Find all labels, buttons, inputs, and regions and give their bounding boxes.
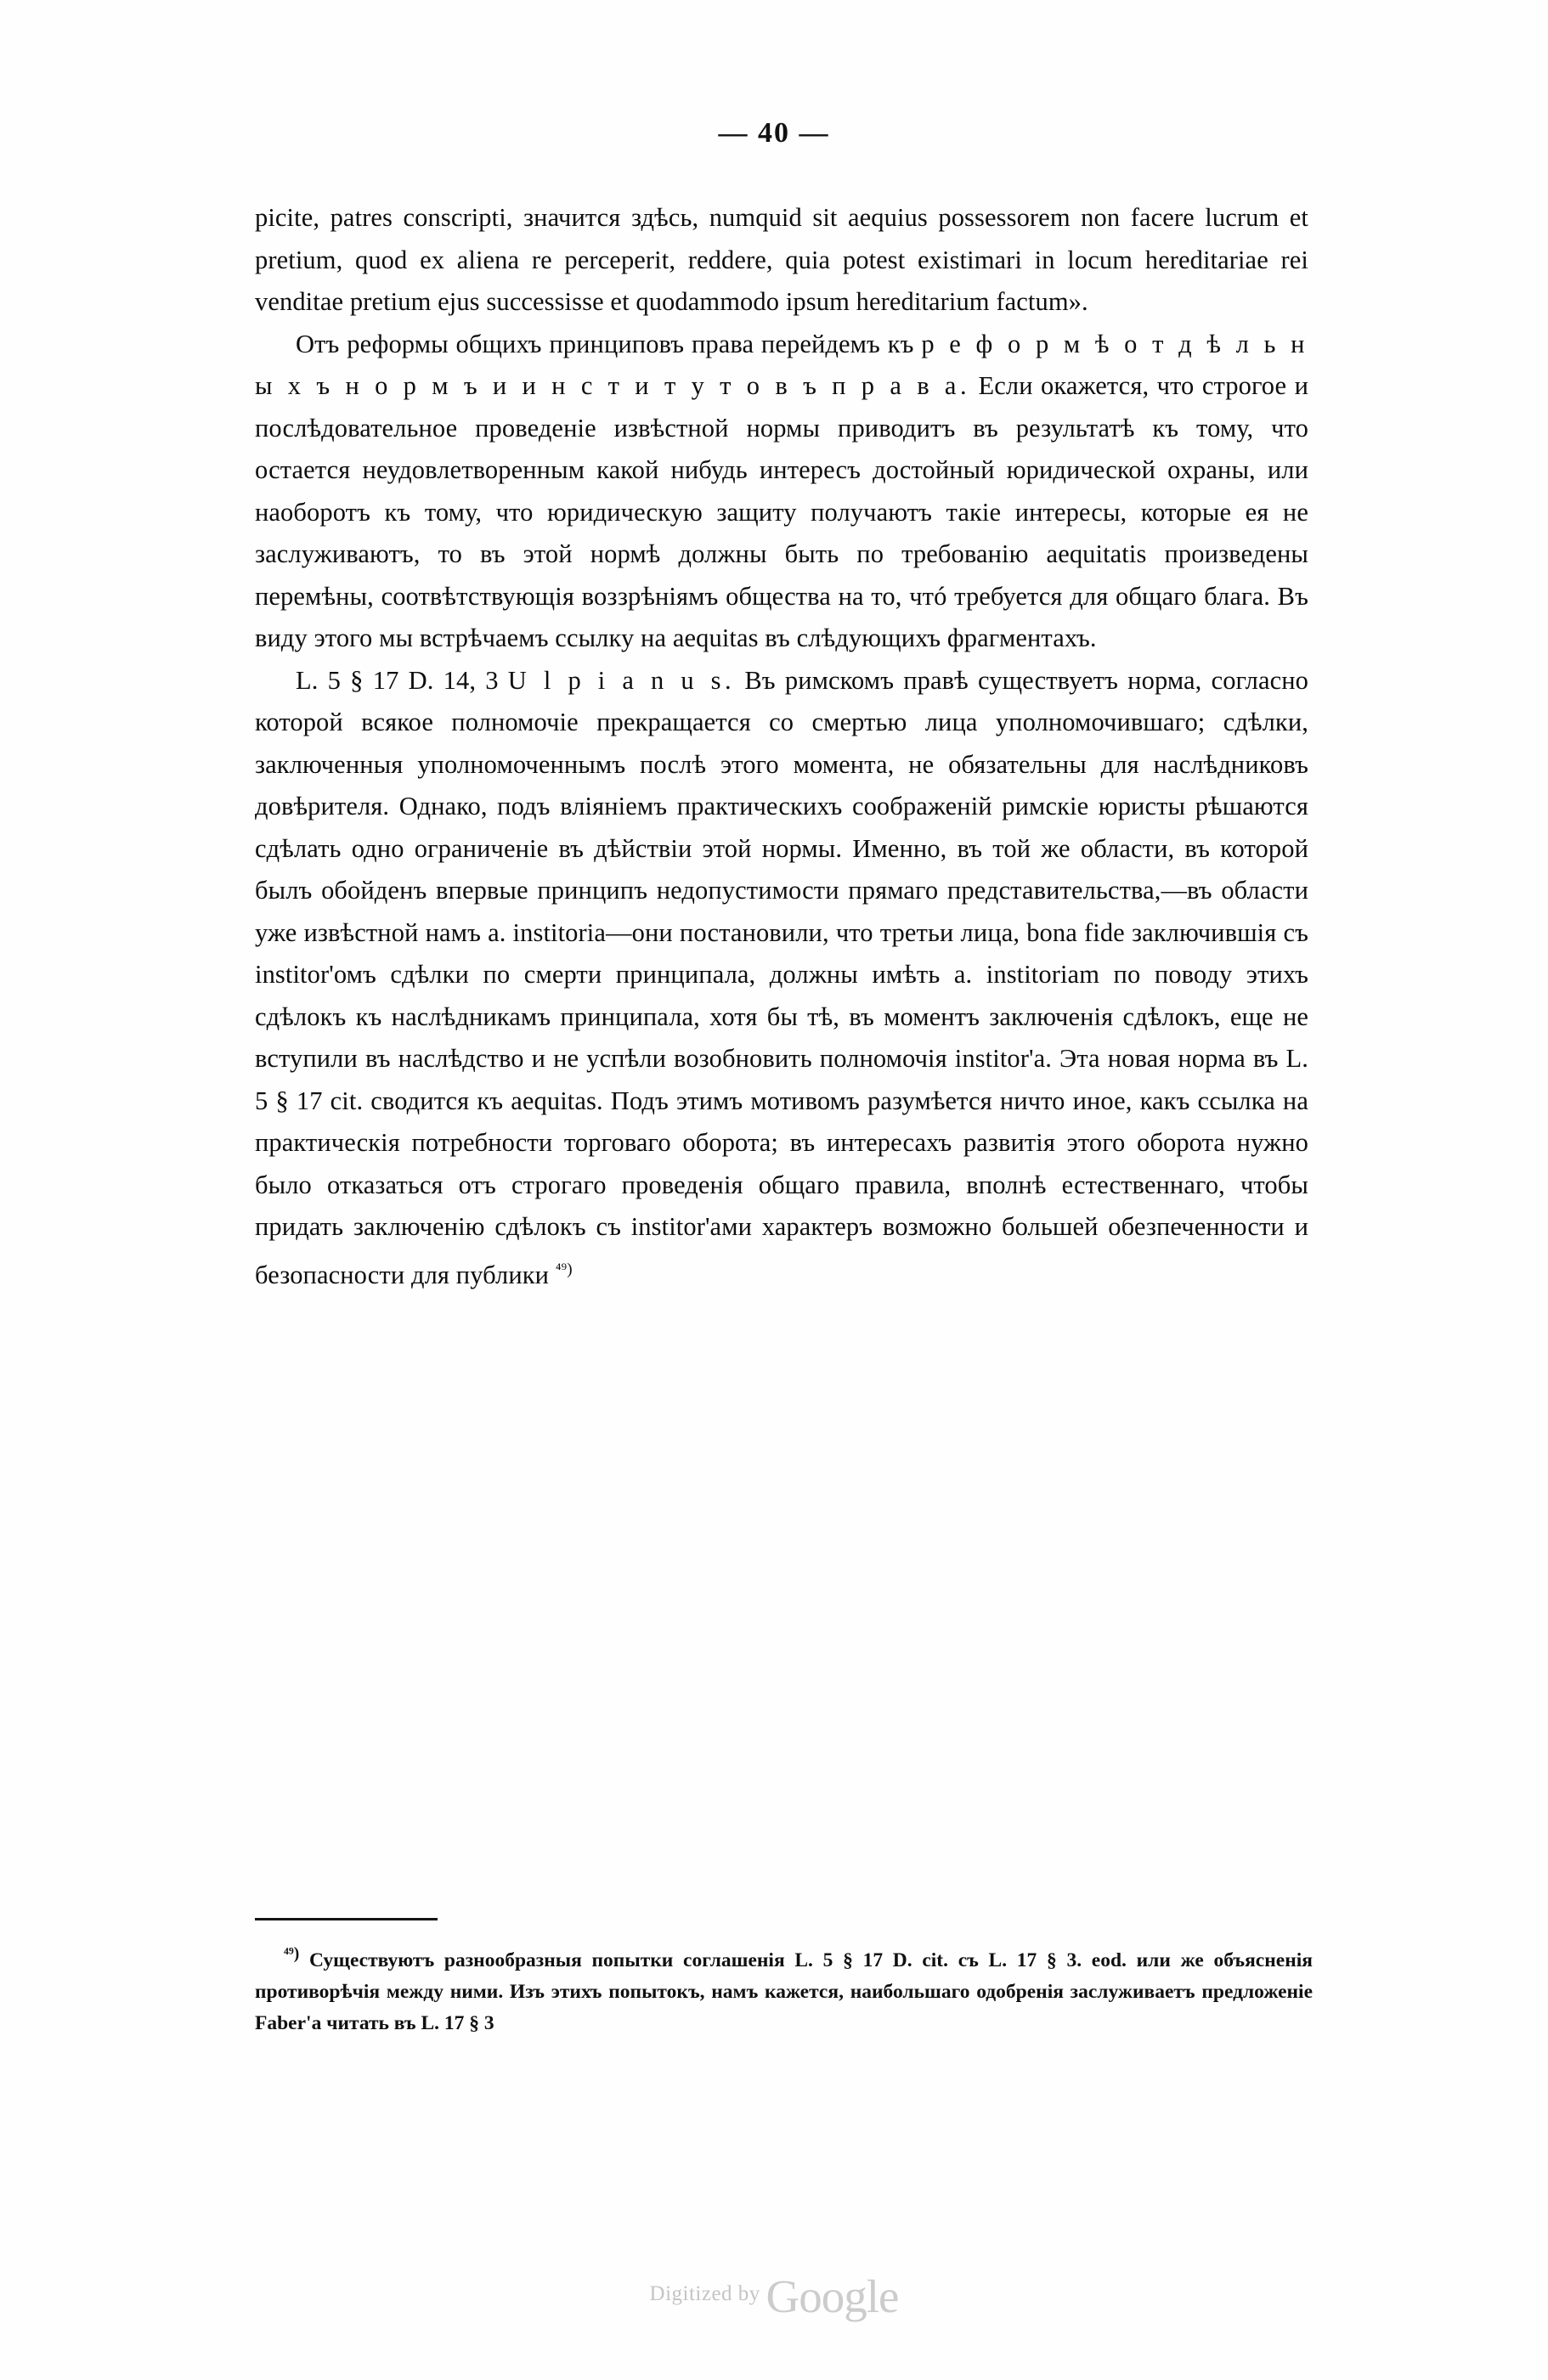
paragraph-reform xyxy=(255,324,1308,660)
paragraph-ulpianus-emphasis: U l p i a n u s. xyxy=(507,665,736,695)
watermark-inner xyxy=(650,2270,899,2323)
footnote-block xyxy=(255,1938,1313,2039)
page-number: — 40 — xyxy=(718,117,830,149)
paragraph-reform-emphasis: р е ф о р м ѣ о т д ѣ л ь н ы х ъ н о р м ъ и и н с т и т у т о в ъ п р а в а. xyxy=(255,329,1308,400)
paragraph-reform-lead: Отъ реформы общихъ принциповъ права перейдемъ къ xyxy=(296,329,922,358)
paragraph-ulpianus-rest: Въ римскомъ правѣ существуетъ норма, согласно которой всякое полномочіе прекращается со смертью лица уполномочившаго; сдѣлки, заключенныя уполномоченнымъ послѣ этого момента, не обязательны для наслѣдниковъ довѣрителя. Однако, подъ вліяніемъ практическихъ соображеній римскіе юристы рѣшаются сдѣлать одно ограниченіе въ дѣйствіи этой нормы. Именно, въ той же области, въ которой былъ обойденъ впервые принципъ недопустимости прямаго представительства,—въ области уже извѣстной намъ a. institoria—они постановили, что третьи лица, bona fide заключившія съ institor'омъ сдѣлки по смерти принципала, должны имѣть a. institoriam по поводу этихъ сдѣлокъ къ наслѣдникамъ принципала, хотя бы тѣ, въ моментъ заключенія сдѣлокъ, еще не вступили въ наслѣдство и не успѣли возобновить полномочія institor'a. Эта новая норма въ L. 5 § 17 cit. сводится къ aequitas. Подъ этимъ мотивомъ разумѣется ничто иное, какъ ссылка на практическія потребности торговаго оборота; въ интересахъ развитія этого оборота нужно было отказаться отъ строгаго проведенія общаго правила, вполнѣ естественнаго, чтобы придать заключенію сдѣлокъ съ institor'ами характеръ возможно большей обезпеченности и безопасности для публики xyxy=(255,665,1308,1289)
footnote-marker: ⁴⁹) xyxy=(284,1945,300,1963)
footnote-text: Существуютъ разнообразныя попытки соглашенія L. 5 § 17 D. cit. съ L. 17 § 3. eod. или же объясненія противорѣчія между ними. Изъ этихъ попытокъ, намъ кажется, наибольшаго одобренія заслуживаетъ предложеніе Faber'а читать въ L. 17 § 3 xyxy=(255,1949,1313,2034)
paragraph-latin-quote xyxy=(255,197,1308,324)
paragraph-ulpianus xyxy=(255,660,1308,1297)
paragraph-reform-rest: Если окажется, что строгое и послѣдовательное проведеніе извѣстной нормы приводитъ въ результатѣ къ тому, что остается неудовлетворенным какой нибудь интересъ достойный юридической охраны, или наоборотъ къ тому, что юридическую защиту получаютъ такіе интересы, которые ея не заслуживаютъ, то въ этой нормѣ должны быть по требованію aequitatis произведены перемѣны, соотвѣтствующія воззрѣніямъ общества на то, чтó требуется для общаго блага. Въ виду этого мы встрѣчаемъ ссылку на aequitas въ слѣдующихъ фрагментахъ. xyxy=(255,371,1309,652)
paragraph-latin-quote-text: picite, patres conscripti, значится здѣсь, numquid sit aequius possessorem non facere lucrum et pretium, quod ex aliena re perceperit, reddere, quia potest existimari in locum hereditariae rei venditae pretium ejus successisse et quodammodo ipsum hereditarium factum». xyxy=(255,203,1308,316)
page-body xyxy=(255,197,1308,1296)
watermark-prefix: Digitized by xyxy=(649,2282,766,2305)
footnote-divider xyxy=(255,1918,438,1920)
paragraph-ulpianus-lead: L. 5 § 17 D. 14, 3 xyxy=(296,665,508,695)
digitization-watermark xyxy=(0,2270,1548,2323)
watermark-logo: Google xyxy=(766,2270,899,2322)
footnote-reference-49: ⁴⁹) xyxy=(555,1260,573,1278)
